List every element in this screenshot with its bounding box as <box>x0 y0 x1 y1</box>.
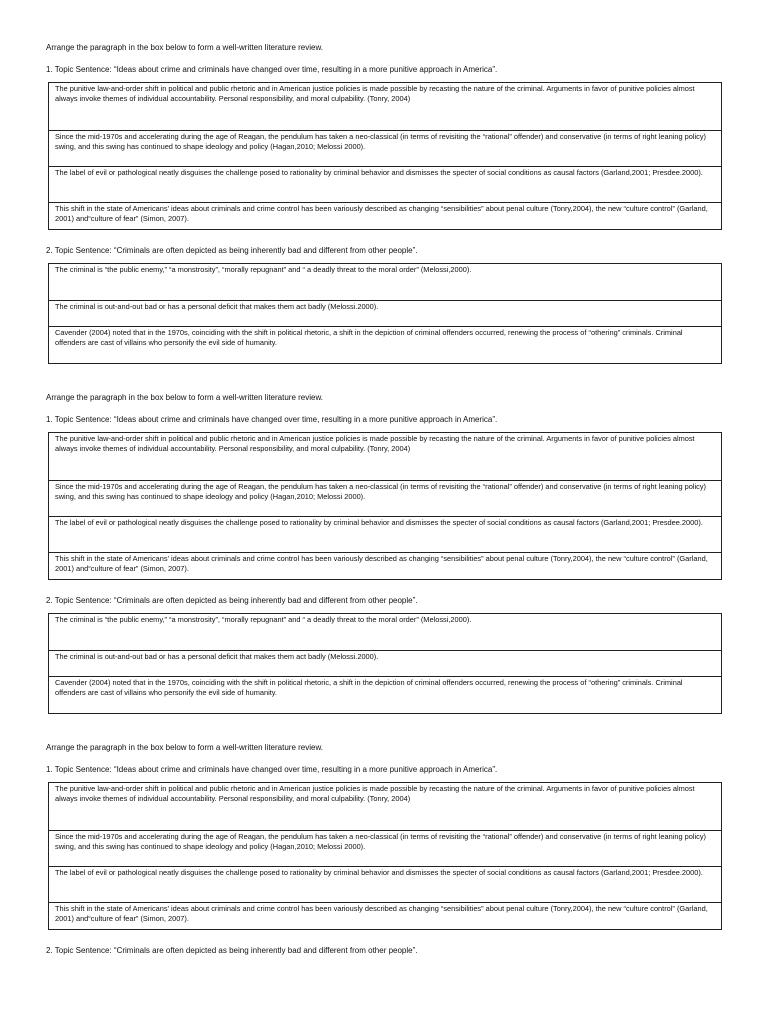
instruction-text: Arrange the paragraph in the box below to form a well-written literature review. <box>46 743 324 752</box>
box1-cell-3: The label of evil or pathological neatly disguises the challenge posed to rationality by criminal behavior and dismisses the specter of social conditions as causal factors (Garland,2001; Presdee.2000). <box>49 867 721 903</box>
box2-cell-2: The criminal is out-and-out bad or has a personal deficit that makes them act badly (Melossi.2000). <box>49 651 721 677</box>
box1-cell-4: This shift in the state of Americans’ ideas about criminals and crime control has been variously described as changing “sensibilities” about penal culture (Tonry,2004), the new “culture control” (Garland, 2001) and“culture of fear” (Simon, 2007). <box>55 904 708 923</box>
instruction-text: Arrange the paragraph in the box below to form a well-written literature review. <box>46 393 324 402</box>
box1-cell-2: Since the mid-1970s and accelerating during the age of Reagan, the pendulum has taken a neo-classical (in terms of revisiting the “rational” offender) and conservative (in terms of right leaning policy) swing, and this swing has continued to shape ideology and policy (Hagan,2010; Melossi 2000). <box>49 831 721 867</box>
paragraph-box-1 <box>48 432 722 580</box>
topic-sentence-1: 1. Topic Sentence: “Ideas about crime and criminals have changed over time, resulting in a more punitive approach in America”. <box>46 765 498 774</box>
box2-cell-1 <box>49 264 721 301</box>
box1-cell-2: Since the mid-1970s and accelerating during the age of Reagan, the pendulum has taken a neo-classical (in terms of revisiting the “rational” offender) and conservative (in terms of right leaning policy) swing, and this swing has continued to shape ideology and policy (Hagan,2010; Melossi 2000). <box>49 131 721 167</box>
topic-sentence-2: 2. Topic Sentence: “Criminals are often depicted as being inherently bad and different from other people”. <box>46 246 418 255</box>
topic-sentence-2: 2. Topic Sentence: “Criminals are often depicted as being inherently bad and different from other people”. <box>46 596 418 605</box>
box1-cell-3: The label of evil or pathological neatly disguises the challenge posed to rationality by criminal behavior and dismisses the specter of social conditions as causal factors (Garland,2001; Presdee.2000). <box>49 167 721 203</box>
box1-cell-1: The punitive law-and-order shift in political and public rhetoric and in American justice policies is made possible by recasting the nature of the criminal. Arguments in favor of punitive policies almost always invoke themes of individual accountability. Personal responsibility, and moral culpability. (Tonry, 2004) <box>49 433 721 481</box>
topic-sentence-1: 1. Topic Sentence: “Ideas about crime and criminals have changed over time, resulting in a more punitive approach in America”. <box>46 65 498 74</box>
box2-cell-1-text: The criminal is “the public enemy,” “a monstrosity”, “morally repugnant” and “ a deadly threat to the moral order” (Melossi,2000). <box>55 265 472 274</box>
box1-cell-3: The label of evil or pathological neatly disguises the challenge posed to rationality by criminal behavior and dismisses the specter of social conditions as causal factors (Garland,2001; Presdee.2000). <box>49 517 721 553</box>
box2-cell-3: Cavender (2004) noted that in the 1970s, coinciding with the shift in political rhetoric, a shift in the depiction of criminal offenders occurred, renewing the process of “othering” criminals. Criminal offenders are cast of villains who personify the evil side of humanity. <box>55 678 683 697</box>
paragraph-box-2 <box>48 263 722 364</box>
box1-cell-4: This shift in the state of Americans’ ideas about criminals and crime control has been variously described as changing “sensibilities” about penal culture (Tonry,2004), the new “culture control” (Garland, 2001) and“culture of fear” (Simon, 2007). <box>55 204 708 223</box>
box1-cell-1: The punitive law-and-order shift in political and public rhetoric and in American justice policies is made possible by recasting the nature of the criminal. Arguments in favor of punitive policies almost always invoke themes of individual accountability. Personal responsibility, and moral culpability. (Tonry, 2004) <box>49 83 721 131</box>
box2-cell-3: Cavender (2004) noted that in the 1970s, coinciding with the shift in political rhetoric, a shift in the depiction of criminal offenders occurred, renewing the process of “othering” criminals. Criminal offenders are cast of villains who personify the evil side of humanity. <box>55 328 683 347</box>
box1-cell-2: Since the mid-1970s and accelerating during the age of Reagan, the pendulum has taken a neo-classical (in terms of revisiting the “rational” offender) and conservative (in terms of right leaning policy) swing, and this swing has continued to shape ideology and policy (Hagan,2010; Melossi 2000). <box>49 481 721 517</box>
topic-sentence-2: 2. Topic Sentence: “Criminals are often depicted as being inherently bad and different from other people”. <box>46 946 418 955</box>
exercise-section-3 <box>46 743 722 956</box>
paragraph-box-1 <box>48 82 722 230</box>
instruction-text: Arrange the paragraph in the box below to form a well-written literature review. <box>46 43 324 52</box>
box2-cell-1-text: The criminal is “the public enemy,” “a monstrosity”, “morally repugnant” and “ a deadly threat to the moral order” (Melossi,2000). <box>55 615 472 624</box>
paragraph-box-1 <box>48 782 722 930</box>
box1-cell-1: The punitive law-and-order shift in political and public rhetoric and in American justice policies is made possible by recasting the nature of the criminal. Arguments in favor of punitive policies almost always invoke themes of individual accountability. Personal responsibility, and moral culpability. (Tonry, 2004) <box>49 783 721 831</box>
topic-sentence-1: 1. Topic Sentence: “Ideas about crime and criminals have changed over time, resulting in a more punitive approach in America”. <box>46 415 498 424</box>
paragraph-box-2 <box>48 613 722 714</box>
box2-cell-1 <box>49 614 721 651</box>
box2-cell-2: The criminal is out-and-out bad or has a personal deficit that makes them act badly (Melossi.2000). <box>49 301 721 327</box>
exercise-section-2 <box>46 393 722 714</box>
exercise-section-1 <box>46 43 722 364</box>
box1-cell-4: This shift in the state of Americans’ ideas about criminals and crime control has been variously described as changing “sensibilities” about penal culture (Tonry,2004), the new “culture control” (Garland, 2001) and“culture of fear” (Simon, 2007). <box>55 554 708 573</box>
